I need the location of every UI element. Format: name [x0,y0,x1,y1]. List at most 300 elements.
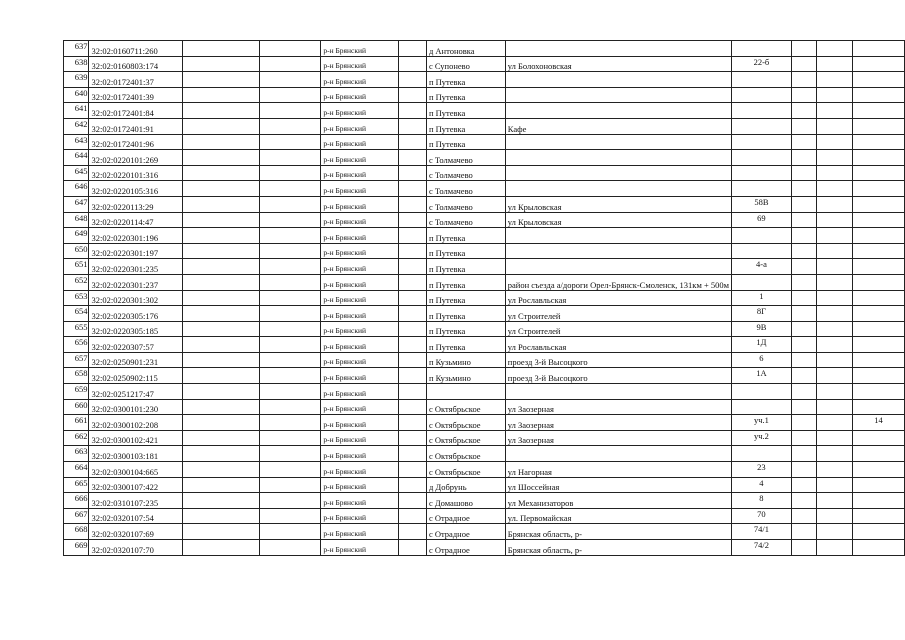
row-number: 650 [64,243,89,259]
locality-cell: п Путевка [426,134,505,150]
cadastral-number: 32:02:0310107:235 [89,493,183,509]
empty-cell [817,493,853,509]
empty-cell [399,72,427,88]
empty-cell [791,399,816,415]
empty-cell [791,430,816,446]
district-cell: р-н Брянский [321,415,399,431]
row-number: 646 [64,181,89,197]
empty-cell [817,540,853,556]
empty-cell [259,462,321,478]
extra-value-cell [852,118,904,134]
empty-cell [791,477,816,493]
locality-cell: п Путевка [426,259,505,275]
empty-cell [183,477,259,493]
house-number-cell: 74/2 [732,540,792,556]
empty-cell [183,165,259,181]
empty-cell [817,181,853,197]
empty-cell [399,134,427,150]
table-row [64,165,905,181]
extra-value-cell [852,384,904,400]
street-cell: ул Рославльская [505,337,731,353]
empty-cell [817,430,853,446]
street-cell: ул Заозерная [505,430,731,446]
empty-cell [399,165,427,181]
house-number-cell [732,384,792,400]
district-cell: р-н Брянский [321,384,399,400]
locality-cell: с Октябрьское [426,399,505,415]
cadastral-number: 32:02:0220105:316 [89,181,183,197]
house-number-cell [732,87,792,103]
cadastral-number: 32:02:0320107:69 [89,524,183,540]
locality-cell: с Октябрьское [426,446,505,462]
empty-cell [817,72,853,88]
empty-cell [399,399,427,415]
row-number: 652 [64,274,89,290]
locality-cell: п Кузьмино [426,368,505,384]
empty-cell [791,321,816,337]
empty-cell [817,87,853,103]
empty-cell [399,196,427,212]
house-number-cell: уч.2 [732,430,792,446]
empty-cell [259,243,321,259]
street-cell [505,228,731,244]
house-number-cell: 4-а [732,259,792,275]
locality-cell: с Толмачево [426,165,505,181]
empty-cell [791,306,816,322]
extra-value-cell [852,56,904,72]
extra-value-cell [852,181,904,197]
empty-cell [791,41,816,57]
empty-cell [791,165,816,181]
cadastral-number: 32:02:0220113:29 [89,196,183,212]
house-number-cell: 70 [732,508,792,524]
empty-cell [183,243,259,259]
district-cell: р-н Брянский [321,352,399,368]
cadastral-number: 32:02:0300102:421 [89,430,183,446]
locality-cell: с Октябрьское [426,415,505,431]
locality-cell: с Отрадное [426,524,505,540]
empty-cell [817,212,853,228]
district-cell: р-н Брянский [321,134,399,150]
street-cell: ул Рославльская [505,290,731,306]
empty-cell [791,540,816,556]
street-cell: ул Строителей [505,306,731,322]
empty-cell [183,337,259,353]
table-row [64,56,905,72]
street-cell: Брянская область, р- [505,540,731,556]
locality-cell: с Толмачево [426,212,505,228]
empty-cell [259,352,321,368]
table-row [64,321,905,337]
cadastral-number: 32:02:0220305:176 [89,306,183,322]
table-row [64,446,905,462]
house-number-cell: 6 [732,352,792,368]
empty-cell [183,524,259,540]
street-cell: ул Крыловская [505,212,731,228]
empty-cell [399,524,427,540]
empty-cell [183,259,259,275]
empty-cell [259,41,321,57]
table-row [64,493,905,509]
cadastral-number: 32:02:0172401:84 [89,103,183,119]
house-number-cell [732,118,792,134]
empty-cell [259,306,321,322]
locality-cell: п Путевка [426,103,505,119]
extra-value-cell [852,243,904,259]
registry-table-body [64,41,905,556]
district-cell: р-н Брянский [321,181,399,197]
cadastral-number: 32:02:0320107:70 [89,540,183,556]
extra-value-cell [852,321,904,337]
empty-cell [183,290,259,306]
empty-cell [183,540,259,556]
district-cell: р-н Брянский [321,212,399,228]
empty-cell [259,399,321,415]
empty-cell [183,430,259,446]
extra-value-cell [852,462,904,478]
locality-cell: с Толмачево [426,196,505,212]
empty-cell [399,290,427,306]
row-number: 651 [64,259,89,275]
row-number: 666 [64,493,89,509]
district-cell: р-н Брянский [321,118,399,134]
house-number-cell [732,150,792,166]
empty-cell [817,41,853,57]
empty-cell [259,87,321,103]
extra-value-cell [852,196,904,212]
street-cell [505,134,731,150]
extra-value-cell [852,352,904,368]
empty-cell [183,56,259,72]
empty-cell [259,508,321,524]
extra-value-cell [852,540,904,556]
empty-cell [399,462,427,478]
empty-cell [817,243,853,259]
empty-cell [399,415,427,431]
district-cell: р-н Брянский [321,72,399,88]
house-number-cell: 8Г [732,306,792,322]
street-cell: ул Болохоновская [505,56,731,72]
empty-cell [183,87,259,103]
row-number: 643 [64,134,89,150]
empty-cell [183,150,259,166]
row-number: 648 [64,212,89,228]
extra-value-cell [852,524,904,540]
empty-cell [259,150,321,166]
registry-table [63,40,905,556]
empty-cell [399,150,427,166]
empty-cell [399,56,427,72]
table-row [64,274,905,290]
table-row [64,540,905,556]
house-number-cell [732,134,792,150]
empty-cell [817,415,853,431]
street-cell [505,181,731,197]
street-cell: проезд 3-й Высоцкого [505,368,731,384]
cadastral-number: 32:02:0220301:302 [89,290,183,306]
empty-cell [259,430,321,446]
empty-cell [259,181,321,197]
empty-cell [817,321,853,337]
house-number-cell [732,103,792,119]
empty-cell [791,274,816,290]
empty-cell [817,290,853,306]
cadastral-number: 32:02:0250901:231 [89,352,183,368]
empty-cell [791,181,816,197]
empty-cell [791,103,816,119]
cadastral-number: 32:02:0300103:181 [89,446,183,462]
table-row [64,41,905,57]
house-number-cell [732,274,792,290]
cadastral-number: 32:02:0220114:47 [89,212,183,228]
row-number: 658 [64,368,89,384]
empty-cell [791,259,816,275]
row-number: 653 [64,290,89,306]
empty-cell [791,415,816,431]
extra-value-cell [852,337,904,353]
street-cell: ул Крыловская [505,196,731,212]
empty-cell [183,415,259,431]
cadastral-number: 32:02:0172401:39 [89,87,183,103]
district-cell: р-н Брянский [321,321,399,337]
empty-cell [817,399,853,415]
empty-cell [791,352,816,368]
empty-cell [183,508,259,524]
row-number: 644 [64,150,89,166]
extra-value-cell [852,41,904,57]
district-cell: р-н Брянский [321,165,399,181]
street-cell: Брянская область, р- [505,524,731,540]
street-cell [505,259,731,275]
empty-cell [259,212,321,228]
table-row [64,352,905,368]
locality-cell: п Путевка [426,321,505,337]
empty-cell [791,384,816,400]
empty-cell [259,134,321,150]
table-row [64,103,905,119]
empty-cell [183,228,259,244]
cadastral-number: 32:02:0300107:422 [89,477,183,493]
table-row [64,72,905,88]
empty-cell [399,540,427,556]
table-row [64,150,905,166]
empty-cell [817,368,853,384]
district-cell: р-н Брянский [321,508,399,524]
empty-cell [399,41,427,57]
table-row [64,415,905,431]
district-cell: р-н Брянский [321,87,399,103]
extra-value-cell [852,150,904,166]
district-cell: р-н Брянский [321,228,399,244]
table-row [64,508,905,524]
empty-cell [259,118,321,134]
table-row [64,181,905,197]
district-cell: р-н Брянский [321,446,399,462]
empty-cell [817,134,853,150]
row-number: 661 [64,415,89,431]
empty-cell [399,321,427,337]
empty-cell [183,399,259,415]
empty-cell [183,274,259,290]
street-cell [505,384,731,400]
district-cell: р-н Брянский [321,41,399,57]
cadastral-number: 32:02:0250902:115 [89,368,183,384]
empty-cell [259,228,321,244]
table-row [64,462,905,478]
empty-cell [259,56,321,72]
empty-cell [183,446,259,462]
locality-cell: п Путевка [426,274,505,290]
empty-cell [183,181,259,197]
empty-cell [791,150,816,166]
row-number: 655 [64,321,89,337]
district-cell: р-н Брянский [321,290,399,306]
empty-cell [817,337,853,353]
extra-value-cell [852,72,904,88]
house-number-cell [732,446,792,462]
extra-value-cell: 14 [852,415,904,431]
empty-cell [399,477,427,493]
empty-cell [817,196,853,212]
empty-cell [791,508,816,524]
table-row [64,306,905,322]
street-cell: Кафе [505,118,731,134]
empty-cell [399,508,427,524]
cadastral-number: 32:02:0160711:260 [89,41,183,57]
street-cell [505,103,731,119]
row-number: 639 [64,72,89,88]
table-row [64,430,905,446]
table-row [64,290,905,306]
empty-cell [183,103,259,119]
empty-cell [791,118,816,134]
house-number-cell: 22-б [732,56,792,72]
empty-cell [259,368,321,384]
empty-cell [791,134,816,150]
extra-value-cell [852,306,904,322]
cadastral-number: 32:02:0220301:237 [89,274,183,290]
empty-cell [791,87,816,103]
house-number-cell [732,243,792,259]
empty-cell [259,259,321,275]
street-cell [505,165,731,181]
empty-cell [259,524,321,540]
empty-cell [817,508,853,524]
empty-cell [791,368,816,384]
empty-cell [791,462,816,478]
locality-cell: с Толмачево [426,150,505,166]
district-cell: р-н Брянский [321,462,399,478]
district-cell: р-н Брянский [321,430,399,446]
district-cell: р-н Брянский [321,368,399,384]
table-row [64,243,905,259]
house-number-cell: 74/1 [732,524,792,540]
extra-value-cell [852,399,904,415]
extra-value-cell [852,508,904,524]
empty-cell [259,337,321,353]
empty-cell [183,462,259,478]
cadastral-number: 32:02:0160803:174 [89,56,183,72]
locality-cell: д Добрунь [426,477,505,493]
empty-cell [791,72,816,88]
house-number-cell: 4 [732,477,792,493]
cadastral-number: 32:02:0251217:47 [89,384,183,400]
house-number-cell: 1А [732,368,792,384]
table-row [64,196,905,212]
row-number: 637 [64,41,89,57]
empty-cell [817,446,853,462]
row-number: 665 [64,477,89,493]
empty-cell [183,368,259,384]
district-cell: р-н Брянский [321,56,399,72]
empty-cell [183,493,259,509]
extra-value-cell [852,477,904,493]
locality-cell: с Супонево [426,56,505,72]
street-cell: ул Заозерная [505,399,731,415]
empty-cell [399,228,427,244]
empty-cell [183,118,259,134]
empty-cell [259,290,321,306]
empty-cell [817,274,853,290]
empty-cell [791,212,816,228]
cadastral-number: 32:02:0300102:208 [89,415,183,431]
empty-cell [183,306,259,322]
district-cell: р-н Брянский [321,196,399,212]
table-row [64,87,905,103]
empty-cell [791,446,816,462]
empty-cell [791,524,816,540]
house-number-cell [732,165,792,181]
cadastral-number: 32:02:0300104:665 [89,462,183,478]
empty-cell [817,462,853,478]
empty-cell [399,243,427,259]
extra-value-cell [852,274,904,290]
house-number-cell: 58В [732,196,792,212]
house-number-cell: 8 [732,493,792,509]
empty-cell [791,290,816,306]
empty-cell [817,306,853,322]
district-cell: р-н Брянский [321,243,399,259]
table-row [64,118,905,134]
house-number-cell [732,72,792,88]
empty-cell [791,196,816,212]
extra-value-cell [852,212,904,228]
row-number: 659 [64,384,89,400]
empty-cell [791,56,816,72]
empty-cell [817,524,853,540]
table-row [64,212,905,228]
row-number: 657 [64,352,89,368]
locality-cell: с Домашово [426,493,505,509]
cadastral-number: 32:02:0172401:96 [89,134,183,150]
extra-value-cell [852,430,904,446]
district-cell: р-н Брянский [321,493,399,509]
empty-cell [259,477,321,493]
house-number-cell: 69 [732,212,792,228]
district-cell: р-н Брянский [321,524,399,540]
row-number: 660 [64,399,89,415]
locality-cell: с Толмачево [426,181,505,197]
locality-cell: с Октябрьское [426,430,505,446]
empty-cell [183,134,259,150]
cadastral-number: 32:02:0220101:269 [89,150,183,166]
district-cell: р-н Брянский [321,274,399,290]
extra-value-cell [852,368,904,384]
empty-cell [399,274,427,290]
street-cell: ул Заозерная [505,415,731,431]
locality-cell: п Путевка [426,228,505,244]
empty-cell [399,212,427,228]
